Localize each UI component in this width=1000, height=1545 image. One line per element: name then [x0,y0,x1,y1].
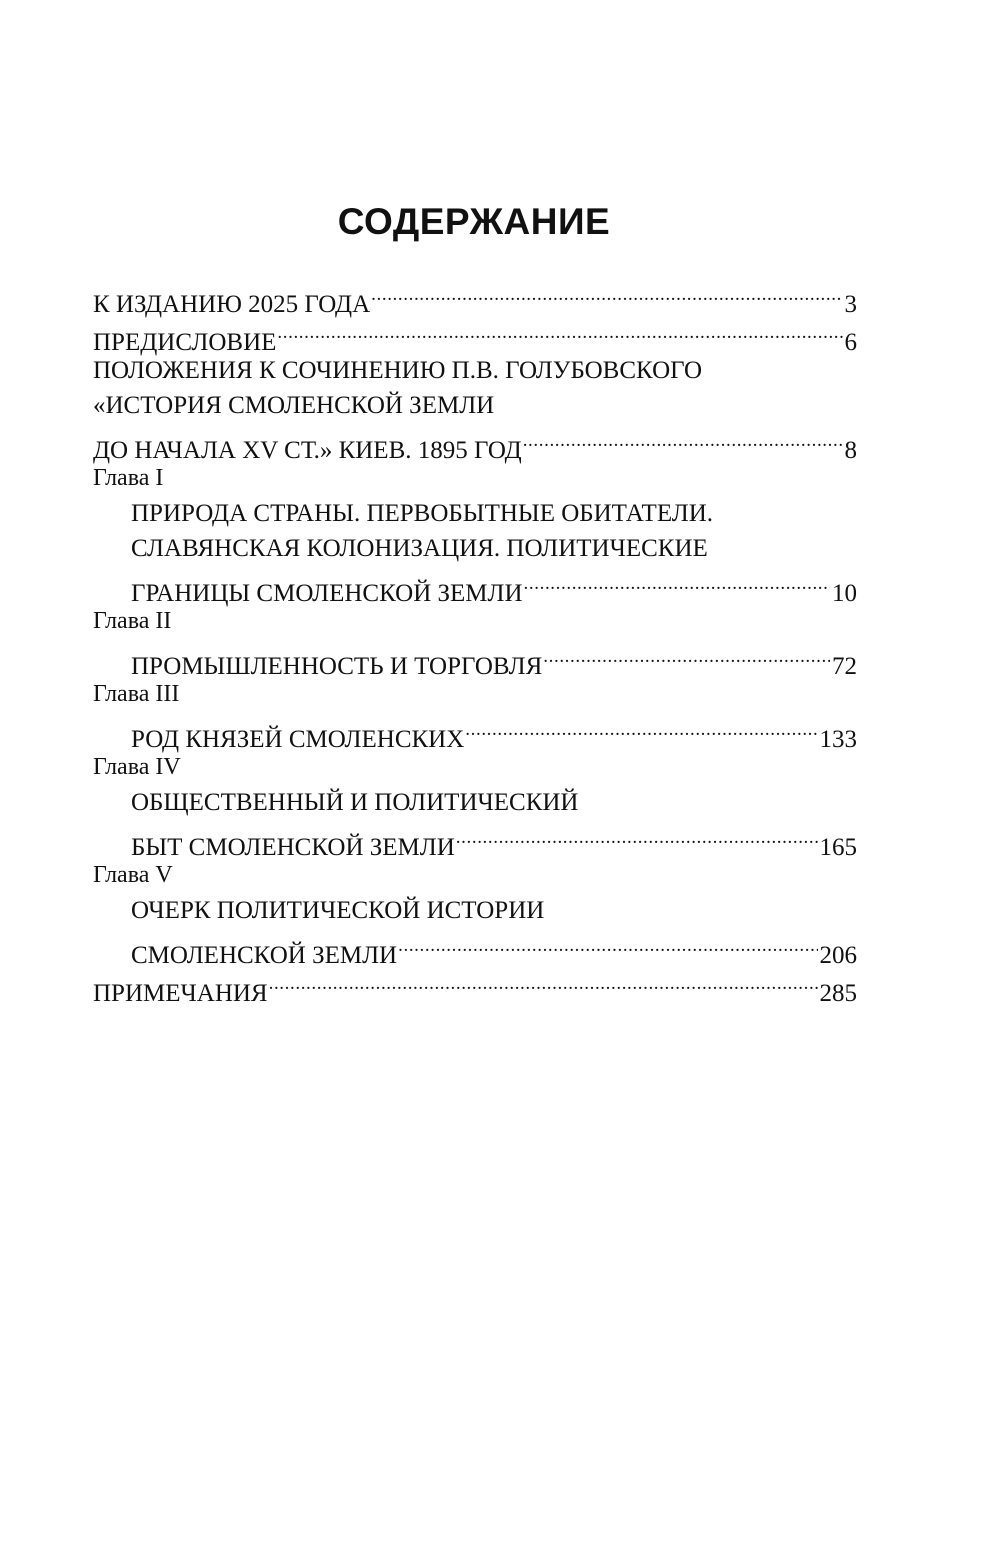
page-title: СОДЕРЖАНИЕ [337,201,611,242]
chapter-label: Глава IV [93,754,181,780]
toc-line [93,353,857,388]
toc-entry [93,353,857,464]
page-number: 6 [844,329,857,356]
toc-line-with-page [93,639,857,680]
dot-leader [398,928,817,963]
table-of-contents [93,277,857,1007]
dot-leader [543,639,830,674]
toc-entry [93,750,857,861]
page-number: 8 [844,437,857,464]
entry-title: СМОЛЕНСКОЙ ЗЕМЛИ [131,942,398,969]
toc-line [93,785,857,820]
entry-title: «ИСТОРИЯ СМОЛЕНСКОЙ ЗЕМЛИ [93,392,495,419]
toc-line [93,893,857,928]
chapter-label: Глава I [93,465,164,491]
entry-title: ПРЕДИСЛОВИЕ [93,329,277,356]
page-number: 72 [832,653,857,680]
toc-entry [93,277,857,318]
toc-line [93,531,857,566]
page-number: 206 [819,942,857,969]
entry-title: СЛАВЯНСКАЯ КОЛОНИЗАЦИЯ. ПОЛИТИЧЕСКИЕ [131,535,708,562]
toc-entry [93,461,857,607]
entry-title: ПОЛОЖЕНИЯ К СОЧИНЕНИЮ П.В. ГОЛУБОВСКОГО [93,357,703,384]
chapter-label: Глава III [93,681,180,707]
dot-leader [524,566,830,601]
toc-line [93,496,857,531]
toc-line-with-page [93,820,857,861]
entry-title: БЫТ СМОЛЕНСКОЙ ЗЕМЛИ [131,834,455,861]
dot-leader [277,315,842,350]
page-number: 133 [819,726,857,753]
page-number: 285 [819,980,857,1007]
entry-title: РОД КНЯЗЕЙ СМОЛЕНСКИХ [131,726,465,753]
dot-leader [371,277,842,312]
dot-leader [465,712,817,747]
toc-line-with-page [93,566,857,607]
entry-title: К ИЗДАНИЮ 2025 ГОДА [93,291,371,318]
toc-line-with-page [93,712,857,753]
entry-title: ДО НАЧАЛА XV СТ.» КИЕВ. 1895 ГОД [93,437,522,464]
entry-title: ПРИРОДА СТРАНЫ. ПЕРВОБЫТНЫЕ ОБИТАТЕЛИ. [131,500,714,527]
page-number: 165 [819,834,857,861]
toc-line-with-page [93,423,857,464]
page-number: 3 [844,291,857,318]
chapter-label: Глава V [93,862,173,888]
page-number: 10 [832,580,857,607]
toc-line-with-page [93,277,857,318]
dot-leader [523,423,843,458]
dot-leader [269,966,818,1001]
entry-title: ПРИМЕЧАНИЯ [93,980,268,1007]
entry-title: ОБЩЕСТВЕННЫЙ И ПОЛИТИЧЕСКИЙ [131,789,579,816]
toc-entry [93,677,857,753]
entry-title: ПРОМЫШЛЕННОСТЬ И ТОРГОВЛЯ [131,653,543,680]
dot-leader [456,820,818,855]
toc-entry [93,858,857,969]
toc-line-with-page [93,928,857,969]
toc-entry [93,604,857,680]
chapter-label: Глава II [93,608,172,634]
entry-title: ОЧЕРК ПОЛИТИЧЕСКОЙ ИСТОРИИ [131,897,545,924]
toc-line [93,388,857,423]
entry-title: ГРАНИЦЫ СМОЛЕНСКОЙ ЗЕМЛИ [131,580,523,607]
